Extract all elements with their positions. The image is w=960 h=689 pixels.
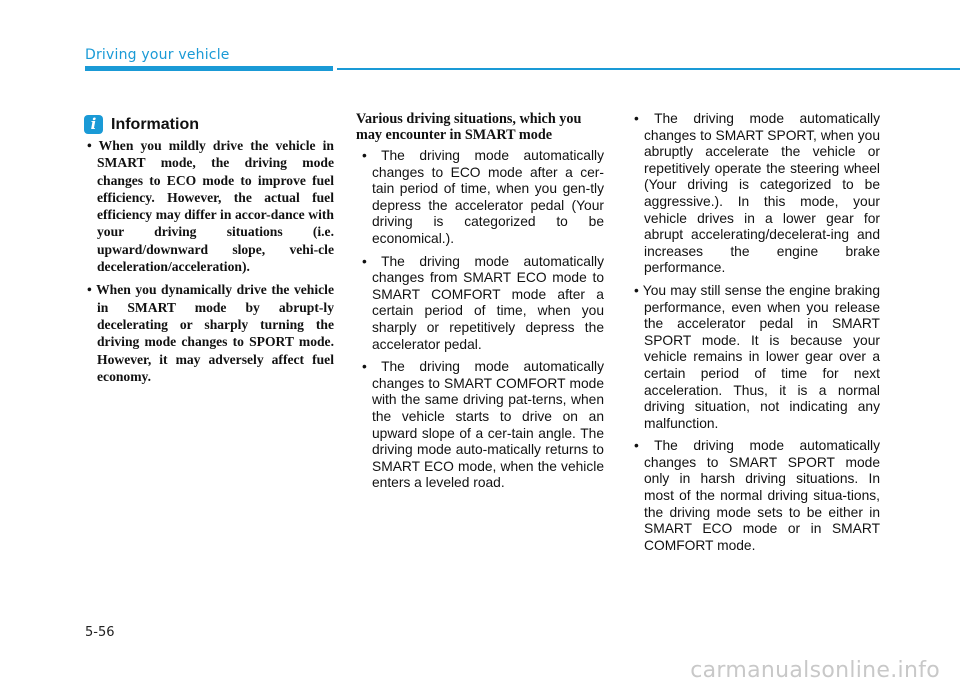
information-box <box>77 115 334 391</box>
situations-heading: Various driving situations, which you may encounter in SMART mode <box>356 111 582 143</box>
watermark: carmanualsonline.info <box>690 658 940 683</box>
information-list <box>77 137 334 385</box>
information-bullet: • When you mildly drive the vehicle in SMART mode, the driving mode changes to ECO mode to improve fuel efficiency. However, the actual fuel efficiency may differ in accor-dance with your driving situations (i.e. upward/downward slope, vehi-cle deceleration/acceleration). <box>87 138 334 275</box>
information-bullet-text: When you dynamically drive the vehicle in SMART mode by abrupt-ly decelerating or sharply turning the driving mode changes to SPORT mode. However, it may adversely affect fuel economy. <box>96 282 334 384</box>
right-bullet: • You may still sense the engine braking performance, even when you release the accelerator pedal in SMART SPORT mode. It is because your vehicle remains in lower gear over a certain period of time for next acceleration. Thus, it is a normal driving situation, not indicating any malfunction. <box>634 282 880 431</box>
situation-bullet: • The driving mode automatically changes to SMART COMFORT mode with the same driving pat-terns, when the vehicle starts to drive on an upward slope of a cer-tain angle. The driving mode auto-matically returns to SMART ECO mode, when the vehicle enters a leveled road. <box>362 359 604 491</box>
information-heading <box>84 115 334 134</box>
right-bullet: • The driving mode automatically changes to SMART SPORT mode only in harsh driving situations. In most of the normal driving situa-tions, the driving mode sets to be either in SMART ECO mode or in SMART COMFORT mode. <box>634 438 880 553</box>
situation-bullet-text: The driving mode automatically changes from SMART ECO mode to SMART COMFORT mode after a certain period of time, when you sharply or repetitively depress the accelerator pedal. <box>372 253 604 352</box>
situation-bullet: • The driving mode automatically changes from SMART ECO mode to SMART COMFORT mode after a certain period of time, when you sharply or repetitively depress the accelerator pedal. <box>362 253 604 352</box>
situation-bullet: • The driving mode automatically changes to ECO mode after a cer-tain period of time, when you gen-tly depress the accelerator pedal (Your driving is categorized to be economical.). <box>362 148 604 246</box>
right-bullet: • The driving mode automatically changes to SMART SPORT, when you abruptly accelerate the vehicle or repetitively operate the steering wheel (Your driving is categorized to be aggressive.). In this mode, your vehicle drives in a lower gear for abrupt accelerating/decelerat-ing and increases the engine brake performance. <box>634 111 880 276</box>
situation-bullet-text: The driving mode automatically changes to ECO mode after a cer-tain period of time, when you gen-tly depress the accelerator pedal (Your driving is categorized to be economical.). <box>372 148 604 246</box>
situations-column <box>356 111 604 498</box>
right-bullet-text: The driving mode automatically changes to SMART SPORT, when you abruptly accelerate the vehicle or repetitively operate the steering wheel (Your driving is categorized to be aggressive.). In this mode, your vehicle drives in a lower gear for abrupt accelerating/decelerat-ing and increases the engine brake performance. <box>644 111 880 276</box>
right-column-list <box>628 111 880 554</box>
info-icon: i <box>84 115 103 134</box>
information-title: Information <box>111 115 199 133</box>
header-rule-thick <box>85 66 333 71</box>
section-title: Driving your vehicle <box>85 47 230 63</box>
information-bullet-text: When you mildly drive the vehicle in SMART mode, the driving mode changes to ECO mode to improve fuel efficiency. However, the actual fuel efficiency may differ in accor-dance with your driving situations (i.e. upward/downward slope, vehi-cle deceleration/acceleration). <box>97 138 334 275</box>
right-bullet-text: The driving mode automatically changes to SMART SPORT mode only in harsh driving situations. In most of the normal driving situa-tions, the driving mode sets to be either in SMART ECO mode or in SMART COMFORT mode. <box>644 438 880 553</box>
situation-bullet-text: The driving mode automatically changes to SMART COMFORT mode with the same driving pat-terns, when the vehicle starts to drive on an upward slope of a cer-tain angle. The driving mode auto-matically returns to SMART ECO mode, when the vehicle enters a leveled road. <box>372 359 604 491</box>
page-number: 5-56 <box>85 625 115 640</box>
right-column <box>628 111 880 560</box>
right-bullet-text: You may still sense the engine braking performance, even when you release the accelerator pedal in SMART SPORT mode. It is because your vehicle remains in lower gear over a certain period of time for next acceleration. Thus, it is a normal driving situation, not indicating any malfunction. <box>642 282 880 431</box>
situations-list <box>356 148 604 492</box>
information-bullet: • When you dynamically drive the vehicle in SMART mode by abrupt-ly decelerating or sharply turning the driving mode changes to SPORT mode. However, it may adversely affect fuel economy. <box>87 282 334 384</box>
header-rule-thin <box>337 68 960 70</box>
